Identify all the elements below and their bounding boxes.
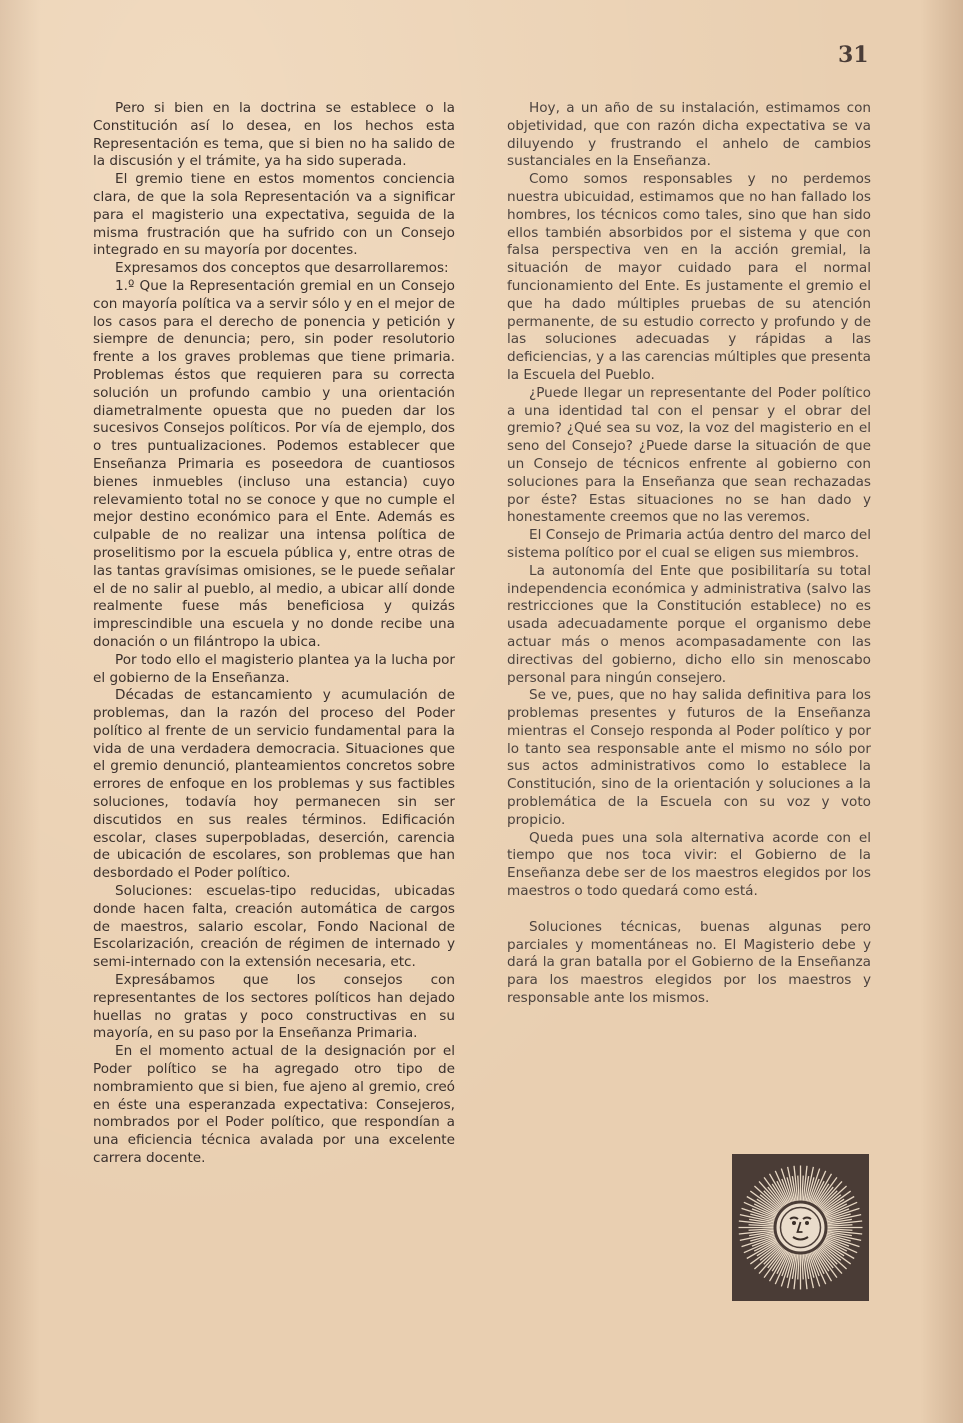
paragraph: El Consejo de Primaria actúa dentro del marco del sistema político por el cual se eligen sus miembros.	[507, 527, 871, 561]
emblem-ray	[802, 1176, 803, 1201]
paragraph: Décadas de estancamiento y acumulación de problemas, dan la razón del proceso del Poder político al frente de un servicio fundamental para la vida de una verdadera democracia. Situaciones que el gremio denunció, planteamientos concretos sobre errores de enfoque en los problemas y sus factibles soluciones, todavía hoy permanecen sin ser discutidos en sus reales términos. Edificación escolar, clases superpobladas, deserción, carencia de ubicación de escolares, son problemas que han desbordado el Poder político.	[93, 687, 455, 882]
paragraph: Por todo ello el magisterio plantea ya la lucha por el gobierno de la Enseñanza.	[93, 651, 455, 686]
paragraph: Expresábamos que los consejos con representantes de los sectores políticos han dejado huellas no gratas y poco constructivas en su mayoría, en su paso por la Enseñanza Primaria.	[93, 972, 455, 1042]
page-number: 31	[838, 42, 869, 68]
paragraph: ¿Puede llegar un representante del Poder político a una identidad tal con el pensar y el obrar del gremio? ¿Qué sea su voz, la voz del magisterio en el seno del Consejo? ¿Puede darse la situación de que un Consejo de técnicos enfrente al gobierno con soluciones para la Enseñanza que sean rechazadas por éste? Estas situaciones no se han dado y honestamente creemos que no las veremos.	[507, 384, 871, 526]
paragraph: La autonomía del Ente que posibilitaría su total independencia económica y administrativa (salvo las restricciones que la Constitución establece) no es usada adecuadamente porque el organismo debe actuar más o menos acompasadamente con las directivas del gobierno, dicho ello sin menoscabo personal para ningún consejero.	[507, 562, 871, 686]
emblem-ray	[749, 1225, 774, 1226]
paragraph: Pero si bien en la doctrina se establece o la Constitución así lo desea, en los hechos esta Representación es tema, que si bien no ha salido de la discusión y el trámite, ya ha sido superada.	[93, 100, 455, 170]
sun-face-emblem-icon	[732, 1154, 869, 1301]
paragraph: Soluciones técnicas, buenas algunas pero parciales y momentáneas no. El Magisterio debe y dará la gran batalla por el Gobierno de la Enseñanza para los maestros elegidos por los maestros y responsable ante los mismos.	[507, 918, 871, 1007]
paragraph: Como somos responsables y no perdemos nuestra ubicuidad, estimamos que no han fallado los hombres, los técnicos como tales, sino que han sido ellos también absorbidos por el sistema y que con falsa perspectiva ven en la acción gremial, la situación de mayor cuidado para el normal funcionamiento del Ente. Es justamente el gremio el que ha dado múltiples pruebas de su atención permanente, de su estudio correcto y profundo y de las soluciones adecuadas y rápidas a las deficiencias, y a las carencias múltiples que presenta la Escuela del Pueblo.	[507, 171, 871, 383]
emblem-ray	[798, 1254, 799, 1279]
paragraph: En el momento actual de la designación por el Poder político se ha agregado otro tipo de nombramiento que si bien, fue ajeno al gremio, creó en éste una esperanzada expectativa: Consejeros, nombrados por el Poder político, que respondían a una eficiencia técnica avalada por una excelente carrera docente.	[93, 1043, 455, 1167]
paragraph: Queda pues una sola alternativa acorde con el tiempo que nos toca vivir: el Gobierno de la Enseñanza debe ser de los maestros elegidos por los maestros o todo quedará como está.	[507, 829, 871, 900]
paragraph: Soluciones: escuelas-tipo reducidas, ubicadas donde hacen falta, creación automática de cargos de maestros, salario escolar, Fondo Nacional de Escolarización, creación de régimen de internado y semi-internado con la extensión necesaria, etc.	[93, 883, 455, 971]
emblem-ray	[749, 1229, 774, 1230]
paragraph: El gremio tiene en estos momentos conciencia clara, de que la sola Representación va a significar para el magisterio una expectativa, seguida de la misma frustración que ha sufrido con un Consejo integrado en su mayoría por docentes.	[93, 171, 455, 259]
paragraph: Expresamos dos conceptos que desarrollaremos:	[115, 260, 449, 277]
emblem-ray	[802, 1254, 803, 1279]
right-text-column	[507, 100, 871, 1008]
emblem-ray	[798, 1176, 799, 1201]
emblem-ray	[827, 1229, 852, 1230]
paragraph: Se ve, pues, que no hay salida definitiva para los problemas presentes y futuros de la Enseñanza mientras el Consejo responda al Poder político y por lo tanto sea responsable ante el mismo no sólo por sus actos administrativos como lo establece la Constitución, sino de la orientación y soluciones a la problemática de la Escuela con su voz y voto propicio.	[507, 687, 871, 828]
paragraph: Hoy, a un año de su instalación, estimamos con objetividad, que con razón dicha expectativa se va diluyendo y frustrando el anhelo de cambios sustanciales en la Enseñanza.	[507, 100, 871, 170]
left-text-column	[93, 100, 455, 1168]
sun-face-emblem-icon	[732, 1154, 869, 1301]
paragraph: 1.º Que la Representación gremial en un Consejo con mayoría política va a servir sólo y en el mejor de los casos para el derecho de ponencia y petición y siempre de denuncia; pero, sin poder resolutorio frente a los graves problemas que tiene primaria. Problemas éstos que requieren para su correcta solución un profundo cambio y una orientación diametralmente opuesta que no pueden dar los sucesivos Consejos políticos. Por vía de ejemplo, dos o tres puntualizaciones. Podemos establecer que Enseñanza Primaria es poseedora de cuantiosos bienes inmuebles (incluso una estancia) cuyo relevamiento total no se conoce y que no cumple el mejor destino económico para el Ente. Además es culpable de no realizar una intensa política de proselitismo por la escuela pública y, entre otras de las tantas gravísimas omisiones, se le puede señalar el de no salir al pueblo, al medio, a ubicar allí donde realmente fuese más beneficiosa y quizás imprescindible una escuela y no donde recibe una donación o un filántropo la ubica.	[93, 277, 455, 650]
emblem-ray	[827, 1225, 852, 1226]
